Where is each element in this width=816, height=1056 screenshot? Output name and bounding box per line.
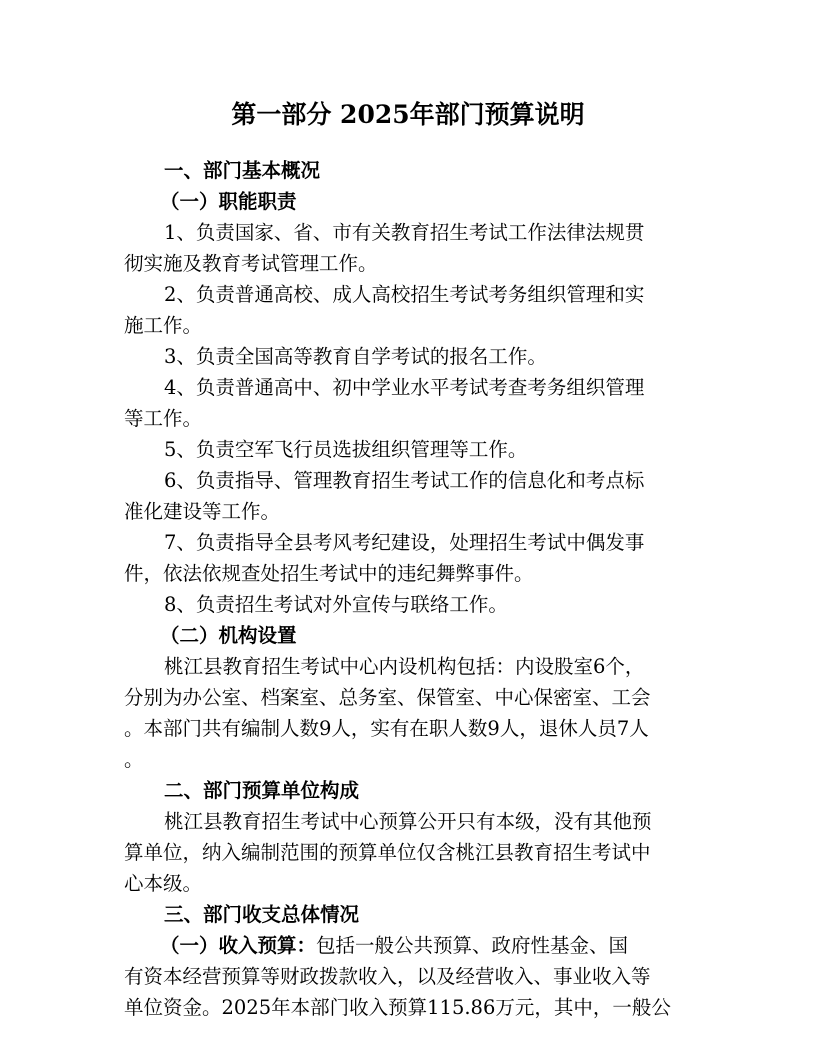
line-text: 等工作。 [124,407,203,430]
line-text: 桃江县教育招生考试中心内设机构包括：内设股室6个， [164,655,645,678]
line-text: 三、部门收支总体情况 [164,903,360,926]
text-line [124,930,704,961]
text-line [124,217,704,248]
line-text: （一）职能职责 [160,190,297,213]
text-line [124,744,704,775]
text-line [124,279,704,310]
section-heading [124,155,704,186]
line-text: 件，依法依规查处招生考试中的违纪舞弊事件。 [124,562,534,585]
line-text: 二、部门预算单位构成 [164,779,360,802]
line-text: 准化建设等工作。 [124,500,281,523]
text-line [124,806,704,837]
line-text: 桃江县教育招生考试中心预算公开只有本级，没有其他预 [164,810,652,833]
text-line [124,310,704,341]
section-heading [124,899,704,930]
line-text: 1、负责国家、省、市有关教育招生考试工作法律法规贯 [164,221,645,244]
line-text: 单位资金。2025年本部门收入预算115.86万元，其中，一般公 [124,996,671,1019]
text-line [124,496,704,527]
section-heading [124,775,704,806]
line-text: 2、负责普通高校、成人高校招生考试考务组织管理和实 [164,283,645,306]
document-body [124,155,704,1023]
text-line [124,403,704,434]
line-text: 。本部门共有编制人数9人，实有在职人数9人，退休人员7人 [124,717,649,740]
text-line [124,713,704,744]
line-text: 施工作。 [124,314,203,337]
page-title: 第一部分 2025年部门预算说明 [231,100,585,129]
line-text: 分别为办公室、档案室、总务室、保管室、中心保密室、工会 [124,686,651,709]
line-text: 算单位，纳入编制范围的预算单位仅含桃江县教育招生考试中 [124,841,651,864]
line-text: 6、负责指导、管理教育招生考试工作的信息化和考点标 [164,469,645,492]
line-text: （二）机构设置 [160,624,297,647]
inline-heading: （一）收入预算： [160,934,317,957]
line-text: 。 [124,748,144,771]
line-text: 3、负责全国高等教育自学考试的报名工作。 [164,345,547,368]
line-text: 5、负责空军飞行员选拔组织管理等工作。 [164,438,528,461]
text-line [124,341,704,372]
text-line [124,992,704,1023]
text-line [124,961,704,992]
section-heading [124,620,704,651]
text-line [124,837,704,868]
line-text: 彻实施及教育考试管理工作。 [124,252,378,275]
line-text: 包括一般公共预算、政府性基金、国 [316,934,629,957]
text-line [124,651,704,682]
text-line [124,465,704,496]
line-text: 7、负责指导全县考风考纪建设，处理招生考试中偶发事 [164,531,645,554]
line-text: 一、部门基本概况 [164,159,321,182]
text-line [124,527,704,558]
text-line [124,558,704,589]
text-line [124,434,704,465]
text-line [124,682,704,713]
text-line [124,372,704,403]
line-text: 有资本经营预算等财政拨款收入，以及经营收入、事业收入等 [124,965,651,988]
text-line [124,589,704,620]
text-line [124,248,704,279]
line-text: 4、负责普通高中、初中学业水平考试考查考务组织管理 [164,376,645,399]
text-line [124,868,704,899]
line-text: 8、负责招生考试对外宣传与联络工作。 [164,593,508,616]
section-heading [124,186,704,217]
line-text: 心本级。 [124,872,203,895]
